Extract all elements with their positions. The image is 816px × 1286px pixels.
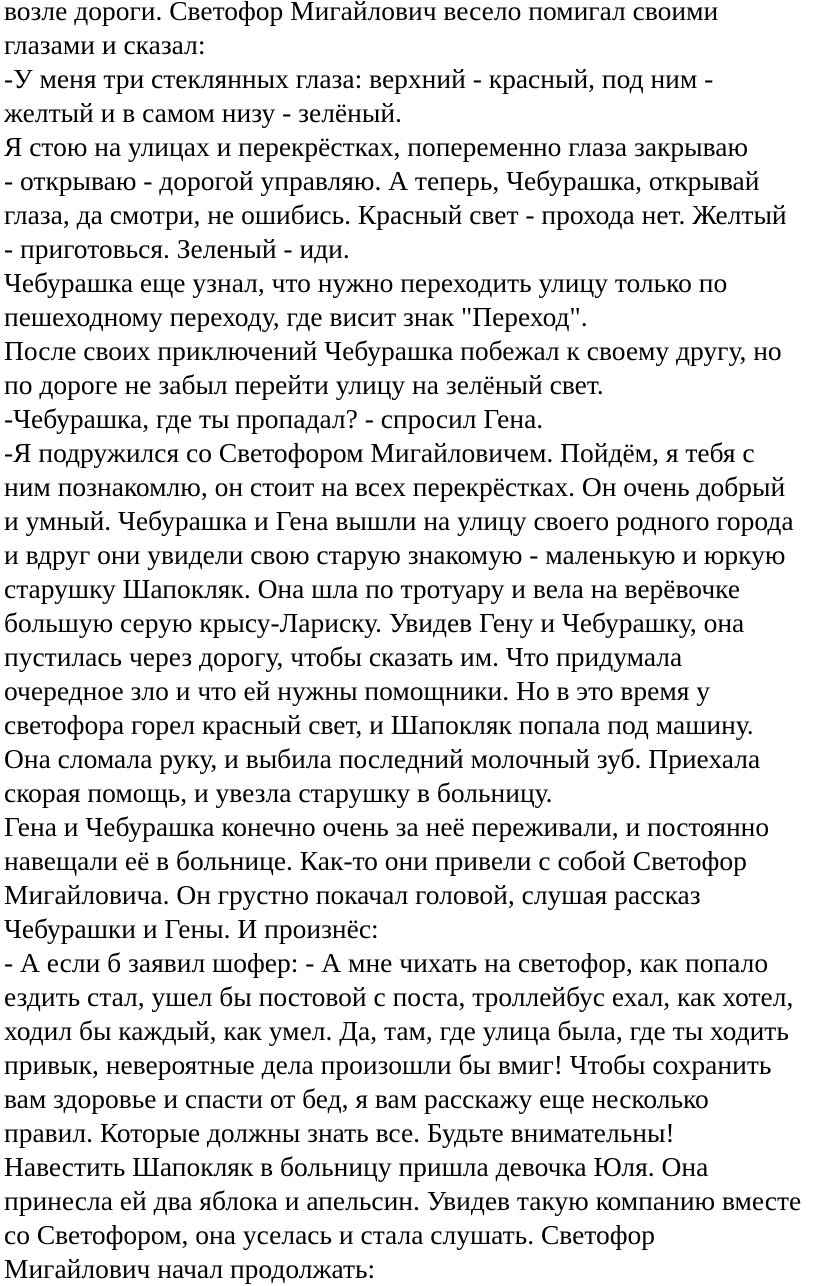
text-line: привык, невероятные дела произошли бы вмиг! Чтобы сохранить <box>4 1049 772 1080</box>
text-line: Гена и Чебурашка конечно очень за неё переживали, и постоянно <box>4 811 770 842</box>
text-line: Я стою на улицах и перекрёстках, попеременно глаза закрываю <box>4 131 749 162</box>
text-line: принесла ей два яблока и апельсин. Увидев такую компанию вместе <box>4 1185 802 1216</box>
text-line: пустилась через дорогу, чтобы сказать им. Что придумала <box>4 641 683 672</box>
text-line: ним познакомлю, он стоит на всех перекрёстках. Он очень добрый <box>4 471 786 502</box>
text-line: -Чебурашка, где ты пропадал? - спросил Гена. <box>4 403 544 434</box>
text-line: Мигайлович начал продолжать: <box>4 1253 376 1284</box>
text-line: После своих приключений Чебурашка побежал к своему другу, но <box>4 335 782 366</box>
text-line: и умный. Чебурашка и Гена вышли на улицу своего родного города <box>4 505 794 536</box>
text-line: навещали её в больнице. Как-то они привели с собой Светофор <box>4 845 747 876</box>
text-line: большую серую крысу-Лариску. Увидев Гену и Чебурашку, она <box>4 607 745 638</box>
text-line: -Я подружился со Светофором Мигайловичем. Пойдём, я тебя с <box>4 437 755 468</box>
text-line: - приготовься. Зеленый - иди. <box>4 233 350 264</box>
text-line: Чебурашки и Гены. И произнёс: <box>4 913 379 944</box>
text-line: глаза, да смотри, не ошибись. Красный свет - прохода нет. Желтый <box>4 199 787 230</box>
text-line: Чебурашка еще узнал, что нужно переходить улицу только по <box>4 267 728 298</box>
text-line: глазами и сказал: <box>4 29 206 60</box>
text-line: и вдруг они увидели свою старую знакомую - маленькую и юркую <box>4 539 786 570</box>
text-line: вам здоровье и спасти от бед, я вам расскажу еще несколько <box>4 1083 709 1114</box>
text-line: ходил бы каждый, как умел. Да, там, где улица была, где ты ходить <box>4 1015 789 1046</box>
text-line: - А если б заявил шофер: - А мне чихать на светофор, как попало <box>4 947 769 978</box>
text-line: ездить стал, ушел бы постовой с поста, троллейбус ехал, как хотел, <box>4 981 794 1012</box>
text-line: очередное зло и что ей нужны помощники. Но в это время у <box>4 675 711 706</box>
text-line: по дороге не забыл перейти улицу на зелёный свет. <box>4 369 604 400</box>
text-line: Навестить Шапокляк в больницу пришла девочка Юля. Она <box>4 1151 709 1182</box>
text-line: -У меня три стеклянных глаза: верхний - красный, под ним - <box>4 63 714 94</box>
text-line: со Светофором, она уселась и стала слушать. Светофор <box>4 1219 656 1250</box>
text-line: Она сломала руку, и выбила последний молочный зуб. Приехала <box>4 743 761 774</box>
text-line: светофора горел красный свет, и Шапокляк попала под машину. <box>4 709 754 740</box>
text-line: возле дороги. Светофор Мигайлович весело помигал своими <box>4 0 719 26</box>
text-line: старушку Шапокляк. Она шла по тротуару и вела на верёвочке <box>4 573 741 604</box>
text-line: желтый и в самом низу - зелёный. <box>4 97 402 128</box>
text-line: скорая помощь, и увезла старушку в больницу. <box>4 777 553 808</box>
text-line: пешеходному переходу, где висит знак "Переход". <box>4 301 588 332</box>
text-line: - открываю - дорогой управляю. А теперь, Чебурашка, открывай <box>4 165 760 196</box>
text-line: правил. Которые должны знать все. Будьте внимательны! <box>4 1117 675 1148</box>
text-line: Мигайловича. Он грустно покачал головой, слушая рассказ <box>4 879 701 910</box>
